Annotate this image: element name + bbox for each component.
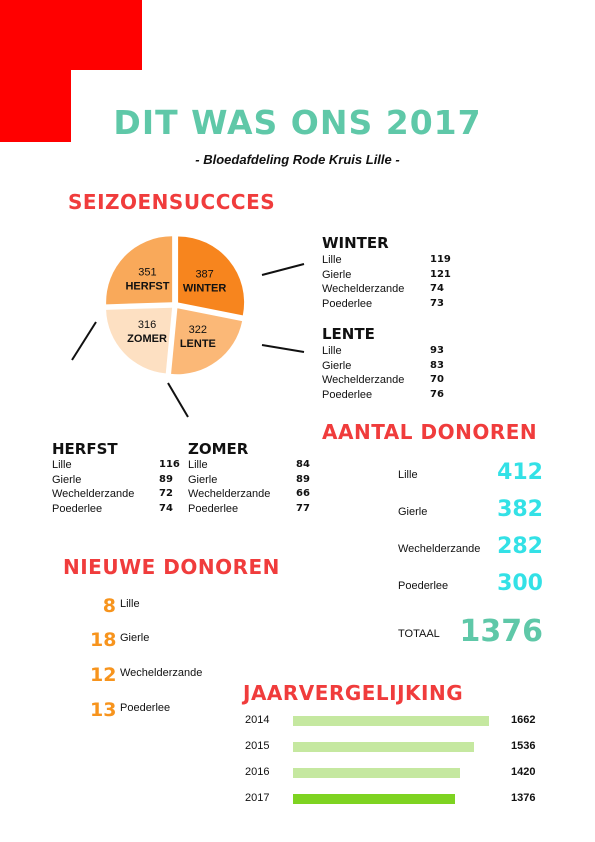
season-row-value: 74 [430, 283, 444, 294]
new-donor-label-gierle: Gierle [120, 632, 150, 644]
season-row-value: 121 [430, 268, 451, 280]
season-row-name: Gierle [52, 473, 82, 486]
season-row-name: Poederlee [188, 502, 239, 515]
pie-label-zomer: ZOMER [127, 333, 167, 346]
new-donors-heading: NIEUWE DONOREN [63, 555, 280, 579]
season-row-name: Lille [322, 254, 342, 266]
donor-value-gierle: 382 [497, 497, 543, 522]
year-bar-2016 [293, 768, 460, 778]
season-row-value: 83 [430, 359, 444, 371]
season-row-name: Lille [52, 459, 72, 471]
pie-value-lente: 322 [188, 323, 208, 336]
season-row-name: Poederlee [322, 388, 373, 401]
season-row-name: Wechelderzande [322, 283, 405, 295]
season-row-value: 70 [430, 374, 444, 385]
donor-label-gierle: Gierle [398, 506, 428, 518]
donor-value-lille: 412 [497, 460, 543, 485]
season-row-name: Gierle [188, 473, 218, 486]
season-row-value: 74 [159, 502, 173, 514]
new-donor-value-wechelderzande: 12 [90, 664, 117, 686]
donor-label-poederlee: Poederlee [398, 580, 449, 592]
season-row-value: 116 [159, 459, 180, 470]
pie-value-winter: 387 [195, 268, 214, 281]
year-value-2014: 1662 [511, 714, 536, 726]
year-value-2017: 1376 [511, 792, 536, 804]
year-value-2016: 1420 [511, 766, 536, 778]
year-label-2017: 2017 [245, 792, 270, 804]
year-bar-2014 [293, 716, 489, 726]
season-row-value: 73 [430, 297, 444, 309]
new-donor-label-lille: Lille [120, 598, 140, 610]
season-row-value: 119 [430, 254, 451, 265]
pie-label-lente: LENTE [179, 337, 216, 350]
donor-value-poederlee: 300 [497, 571, 543, 596]
herfst-title: HERFST [52, 440, 118, 458]
zomer-title: ZOMER [188, 440, 249, 458]
donors-heading: AANTAL DONOREN [322, 420, 538, 444]
lente-connector [262, 345, 304, 352]
winter-table [322, 253, 452, 313]
season-row-value: 72 [159, 488, 173, 499]
year-label-2014: 2014 [245, 714, 270, 726]
season-row-name: Wechelderzande [52, 488, 135, 500]
pie-value-herfst: 351 [138, 266, 157, 279]
season-row-value: 76 [430, 388, 444, 400]
season-row-name: Poederlee [52, 502, 103, 515]
herfst-connector [72, 322, 96, 360]
year-label-2015: 2015 [245, 740, 270, 752]
lente-table [322, 344, 452, 404]
donor-label-lille: Lille [398, 469, 418, 481]
zomer-table [188, 458, 318, 518]
season-row-value: 66 [296, 488, 310, 499]
season-row-name: Lille [188, 459, 208, 471]
new-donor-value-gierle: 18 [90, 629, 117, 651]
new-donor-label-wechelderzande: Wechelderzande [120, 667, 203, 679]
season-row-value: 89 [296, 473, 310, 485]
pie-label-herfst: HERFST [125, 280, 170, 293]
donor-value-wechelderzande: 282 [497, 534, 543, 559]
winter-title: WINTER [322, 234, 389, 252]
pie-value-zomer: 316 [137, 319, 157, 332]
pie-label-winter: WINTER [182, 282, 227, 295]
year-comparison-heading: JAARVERGELIJKING [243, 681, 464, 705]
herfst-table [52, 458, 182, 518]
seasons-heading: SEIZOENSUCCCES [68, 190, 276, 214]
lente-title: LENTE [322, 325, 375, 343]
season-row-name: Wechelderzande [188, 488, 271, 500]
new-donor-value-lille: 8 [102, 595, 116, 617]
donor-total-value: 1376 [459, 614, 543, 649]
season-row-name: Poederlee [322, 297, 373, 310]
year-bar-2017 [293, 794, 455, 804]
season-row-name: Lille [322, 345, 342, 357]
year-value-2015: 1536 [511, 740, 536, 752]
season-row-value: 93 [430, 345, 444, 356]
donor-total-label: TOTAAL [398, 628, 440, 640]
new-donor-label-poederlee: Poederlee [120, 702, 171, 714]
season-row-name: Wechelderzande [322, 374, 405, 386]
season-row-value: 89 [159, 473, 173, 485]
season-row-name: Gierle [322, 268, 352, 281]
season-row-value: 84 [296, 459, 310, 470]
page-subtitle: - Bloedafdeling Rode Kruis Lille - [195, 152, 400, 167]
donor-label-wechelderzande: Wechelderzande [398, 543, 481, 555]
new-donor-value-poederlee: 13 [90, 699, 117, 721]
season-row-value: 77 [296, 502, 310, 514]
year-label-2016: 2016 [245, 766, 270, 778]
winter-connector [262, 264, 304, 275]
zomer-connector [168, 383, 188, 417]
season-row-name: Gierle [322, 359, 352, 372]
year-bar-chart [243, 714, 553, 814]
year-bar-2015 [293, 742, 474, 752]
page-title: DIT WAS ONS 2017 [113, 103, 482, 142]
